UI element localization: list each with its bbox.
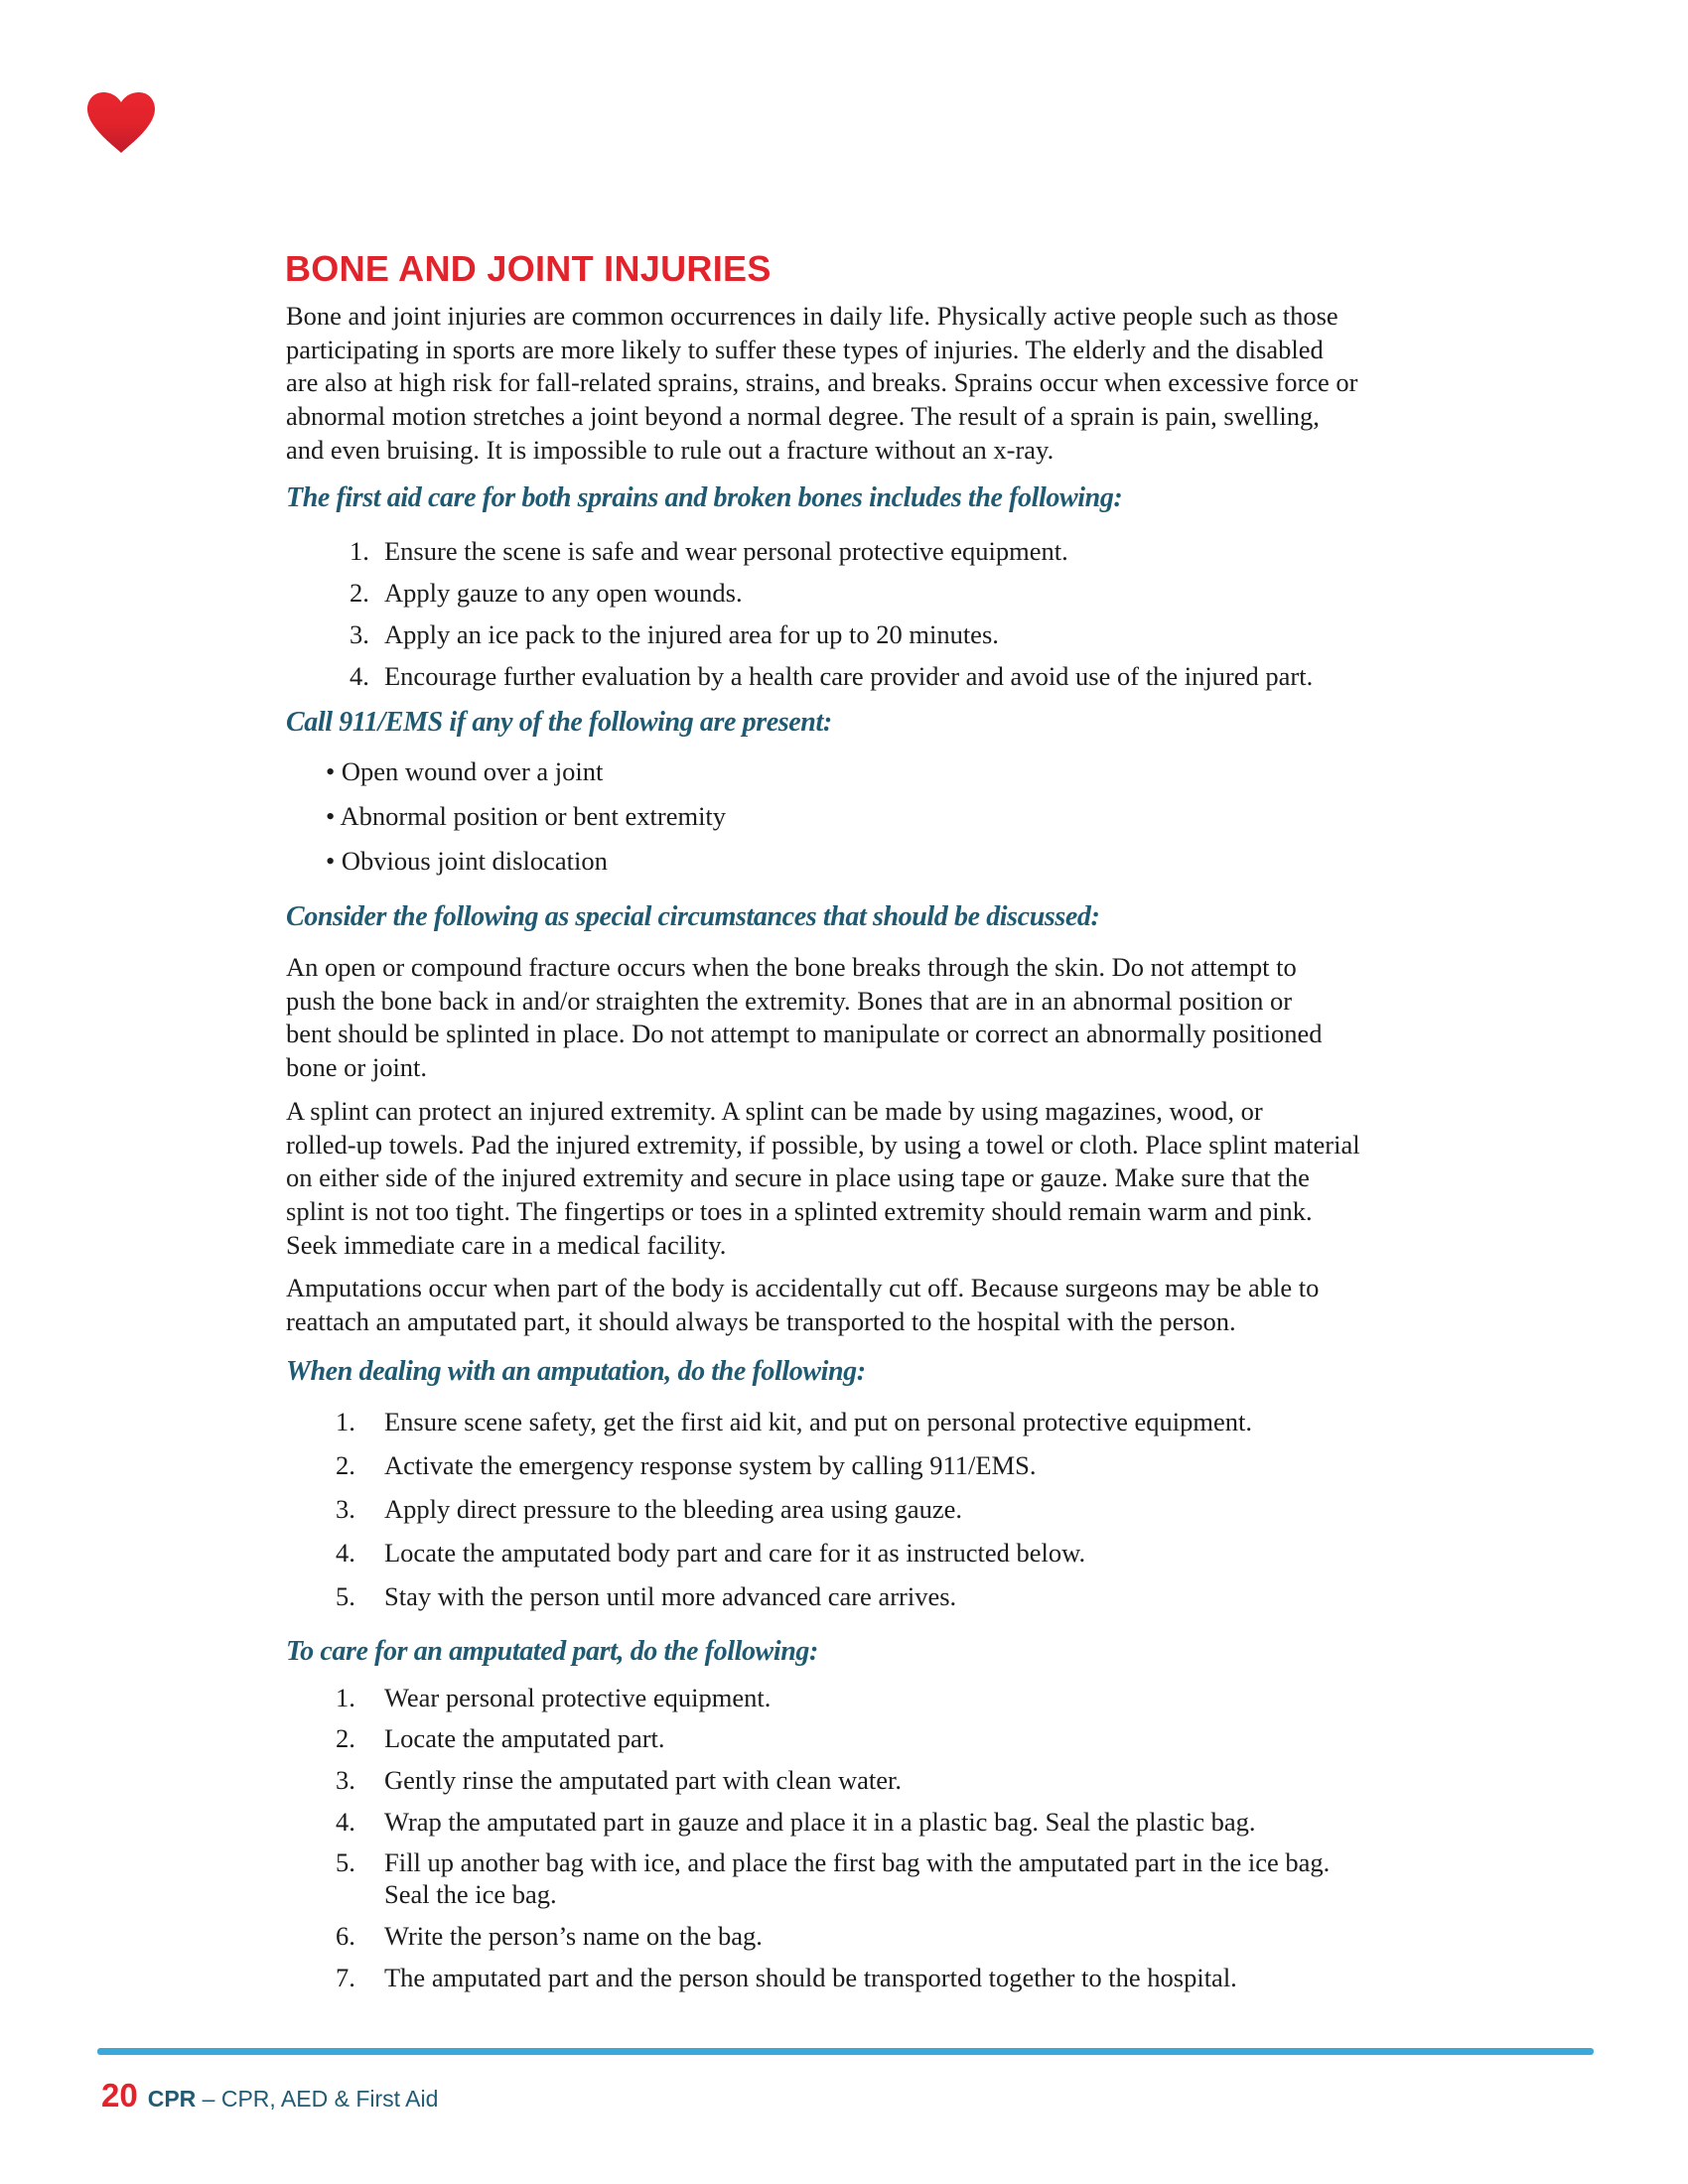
list-text: Wear personal protective equipment. <box>384 1683 772 1712</box>
list-number: 3. <box>336 1494 355 1524</box>
list-number: 4. <box>336 1807 355 1837</box>
footer-rule <box>97 2048 1594 2055</box>
bullet-item: • Obvious joint dislocation <box>326 846 608 876</box>
list-number: 4. <box>350 661 369 691</box>
heart-icon <box>85 91 157 155</box>
list-number: 7. <box>336 1963 355 1992</box>
text-line: splint is not too tight. The fingertips or toes in a splinted extremity should remain warm and pink. <box>286 1196 1313 1227</box>
bullet-item: • Abnormal position or bent extremity <box>326 801 727 831</box>
text-line: and even bruising. It is impossible to rule out a fracture without an x-ray. <box>286 434 1055 465</box>
list-number: 4. <box>336 1538 355 1568</box>
list-number: 1. <box>350 536 369 566</box>
list-text: Apply direct pressure to the bleeding area using gauze. <box>384 1494 963 1524</box>
page-title: BONE AND JOINT INJURIES <box>285 248 772 289</box>
text-line: bone or joint. <box>286 1052 428 1083</box>
text-line: abnormal motion stretches a joint beyond a normal degree. The result of a sprain is pain, swelling, <box>286 401 1320 432</box>
footer <box>101 2077 438 2115</box>
list-number: 2. <box>350 578 369 608</box>
amputation-paragraph <box>286 1272 1507 1338</box>
list-text: Locate the amputated part. <box>384 1723 665 1753</box>
text-line: on either side of the injured extremity and secure in place using tape or gauze. Make sure that the <box>286 1162 1310 1193</box>
list-text: Stay with the person until more advanced care arrives. <box>384 1581 957 1611</box>
text-line: are also at high risk for fall-related sprains, strains, and breaks. Sprains occur when excessive force or <box>286 367 1358 398</box>
list-number: 3. <box>350 619 369 649</box>
list-text: Apply an ice pack to the injured area for up to 20 minutes. <box>384 619 999 649</box>
list-text: Apply gauze to any open wounds. <box>384 578 743 608</box>
list-text: Locate the amputated body part and care for it as instructed below. <box>384 1538 1086 1568</box>
page-number: 20 <box>101 2077 138 2114</box>
list-number: 6. <box>336 1921 355 1951</box>
list-text: Write the person’s name on the bag. <box>384 1921 763 1951</box>
text-line: reattach an amputated part, it should always be transported to the hospital with the person. <box>286 1305 1236 1336</box>
section-heading-amputation: When dealing with an amputation, do the following: <box>286 1356 866 1387</box>
footer-subtitle: – CPR, AED & First Aid <box>196 2086 439 2112</box>
text-line: push the bone back in and/or straighten the extremity. Bones that are in an abnormal position or <box>286 985 1293 1016</box>
text-line: rolled-up towels. Pad the injured extremity, if possible, by using a towel or cloth. Place splint material <box>286 1129 1360 1160</box>
list-text: Ensure scene safety, get the first aid kit, and put on personal protective equipment. <box>384 1407 1252 1436</box>
text-line: Amputations occur when part of the body is accidentally cut off. Because surgeons may be able to <box>286 1273 1320 1302</box>
footer-brand: CPR <box>147 2086 197 2112</box>
section-heading-call-911: Call 911/EMS if any of the following are present: <box>286 707 832 738</box>
bullet-item: • Open wound over a joint <box>326 756 604 786</box>
text-line: Seek immediate care in a medical facility. <box>286 1229 727 1260</box>
section-heading-first-aid: The first aid care for both sprains and broken bones includes the following: <box>286 482 1123 513</box>
list-text: Activate the emergency response system by calling 911/EMS. <box>384 1450 1037 1480</box>
list-number: 5. <box>336 1581 355 1611</box>
list-text: Wrap the amputated part in gauze and place it in a plastic bag. Seal the plastic bag. <box>384 1807 1256 1837</box>
list-text-continuation: Seal the ice bag. <box>384 1879 557 1909</box>
section-heading-special-circumstances: Consider the following as special circumstances that should be discussed: <box>286 901 1100 932</box>
list-text: The amputated part and the person should be transported together to the hospital. <box>384 1963 1237 1992</box>
section-heading-amputated-part: To care for an amputated part, do the following: <box>286 1636 818 1667</box>
list-number: 1. <box>336 1683 355 1712</box>
fracture-paragraph <box>286 951 1507 1085</box>
intro-paragraph <box>286 300 1507 468</box>
text-line: A splint can protect an injured extremity. A splint can be made by using magazines, wood, or <box>286 1096 1263 1126</box>
text-line: bent should be splinted in place. Do not attempt to manipulate or correct an abnormally positioned <box>286 1019 1323 1049</box>
list-text: Fill up another bag with ice, and place the first bag with the amputated part in the ice bag. <box>384 1847 1331 1877</box>
list-number: 2. <box>336 1723 355 1753</box>
splint-paragraph <box>286 1095 1507 1263</box>
text-line: An open or compound fracture occurs when the bone breaks through the skin. Do not attempt to <box>286 952 1297 982</box>
list-text: Ensure the scene is safe and wear personal protective equipment. <box>384 536 1068 566</box>
list-number: 3. <box>336 1765 355 1795</box>
text-line: participating in sports are more likely to suffer these types of injuries. The elderly and the disabled <box>286 334 1324 364</box>
list-number: 5. <box>336 1847 355 1877</box>
list-text: Gently rinse the amputated part with clean water. <box>384 1765 902 1795</box>
list-number: 1. <box>336 1407 355 1436</box>
list-number: 2. <box>336 1450 355 1480</box>
list-text: Encourage further evaluation by a health care provider and avoid use of the injured part. <box>384 661 1314 691</box>
text-line: Bone and joint injuries are common occurrences in daily life. Physically active people such as those <box>286 301 1338 331</box>
